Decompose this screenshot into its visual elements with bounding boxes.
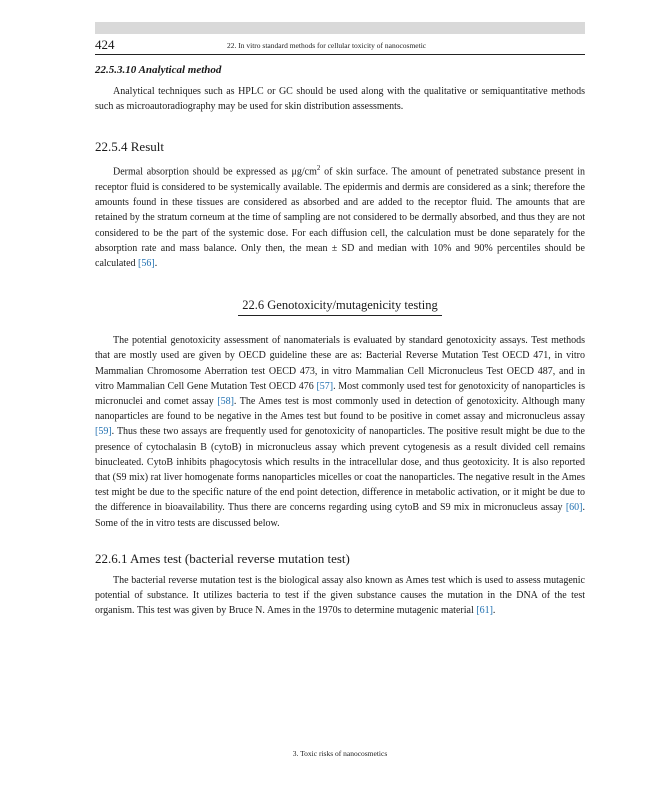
paragraph-ames-test: [95, 573, 585, 619]
page-content: [95, 63, 585, 618]
page-header: [95, 38, 585, 55]
geno-text-4: . Thus these two assays are frequently used for genotoxicity of nanoparticles. The positive result might be due to the presence of cytochalasin B (cytoB) in micronucleus assay which prevent cytogenesis as a result divided cell remains binucleated. CytoB inhibits phagocytosis which results in the intracellular dose, and thus geotoxicity. It is also reported that (S9 mix) rat liver homogenate forms nanoparticles micelles or coat the nanoparticles. The negative result in the Ames test might be due to the specific nature of the end point detection, difference in metabolic activation, or it might be due to the difference in bioavailability. Thus there are concerns regarding using cytoB and S9 mix in micronucleus assay: [95, 426, 585, 514]
heading-result: 22.5.4 Result: [95, 139, 164, 155]
paragraph-result: [95, 161, 585, 271]
citation-56[interactable]: [56]: [138, 257, 155, 269]
geno-text-3: . The Ames test is most commonly used in detection of genotoxicity. Although many nanoparticles are found to be negative in the Ames test but found to be positive in comet assay and micronucleus assay: [95, 395, 585, 423]
page-footer: 3. Toxic risks of nanocosmetics: [292, 749, 388, 758]
heading-analytical-method: 22.5.3.10 Analytical method: [95, 64, 222, 76]
heading-genotoxicity-text: 22.6 Genotoxicity/mutagenicity testing: [238, 297, 441, 316]
geno-text-2: . Most commonly used test for genotoxicity of nanoparticles is micronuclei and comet assay: [95, 380, 586, 407]
result-text-end: .: [154, 257, 158, 269]
paragraph-genotoxicity: [95, 333, 585, 531]
paragraph-analytical-method: Analytical techniques such as HPLC or GC should be used along with the qualitative or semiquantitative methods such as microautoradiography may be used for skin distribution assessments.: [95, 86, 585, 113]
geno-text-5: . Some of the in vitro tests are discussed below.: [95, 502, 585, 529]
citation-61[interactable]: [61]: [476, 605, 493, 617]
citation-59[interactable]: [59]: [95, 426, 112, 438]
page-number: 424: [95, 37, 115, 52]
heading-genotoxicity: [95, 297, 585, 316]
ames-text-1: The bacterial reverse mutation test is the biological assay also known as Ames test which is used to assess mutagenic potential of substance. It utilizes bacteria to test if the given substance causes the mutation in the DNA of the test organism. This test was given by Bruce N. Ames in the 1970s to determine mutagenic material: [95, 574, 585, 617]
citation-60[interactable]: [60]: [565, 502, 583, 514]
result-text-a: Dermal absorption should be expressed as μg/cm: [113, 166, 317, 178]
citation-57[interactable]: [57]: [316, 380, 334, 392]
citation-58[interactable]: [58]: [217, 395, 234, 407]
ames-text-2: .: [492, 605, 496, 617]
superscript-2: 2: [316, 164, 321, 173]
result-text-b: of skin surface. The amount of penetrated substance present in receptor fluid is considered to be systemically available. The epidermis and dermis are considered as a sink; therefore the amounts found in these tissues are considered as absorbed and are added to the receptor fluid. The amounts that are retained by the stratum corneum at the time of sampling are not considered to be dermally absorbed, and thus they are not considered to be the part of the systemic dose. For each diffusion cell, the calculation must be done separately for the absorption rate and mass balance. Only then, the mean ± SD and median with 10% and 90% percentiles should be calculated: [95, 166, 585, 269]
geno-text-1: The potential genotoxicity assessment of nanomaterials is evaluated by standard genotoxicity assays. Test methods that are mostly used are given by OECD guideline these are as: Bacterial Reverse Mutation Test OECD 471, in vitro Mammalian Chromosome Aberration test OECD 473, in vitro Mammalian Cell Micronucleus Test OECD 487, and in vitro Mammalian Cell Gene Mutation Test OECD 476: [95, 335, 585, 392]
header-bar: [95, 22, 585, 34]
heading-ames-test: 22.6.1 Ames test (bacterial reverse mutation test): [95, 550, 350, 566]
running-title: 22. In vitro standard methods for cellular toxicity of nanocosmetic: [227, 41, 427, 50]
